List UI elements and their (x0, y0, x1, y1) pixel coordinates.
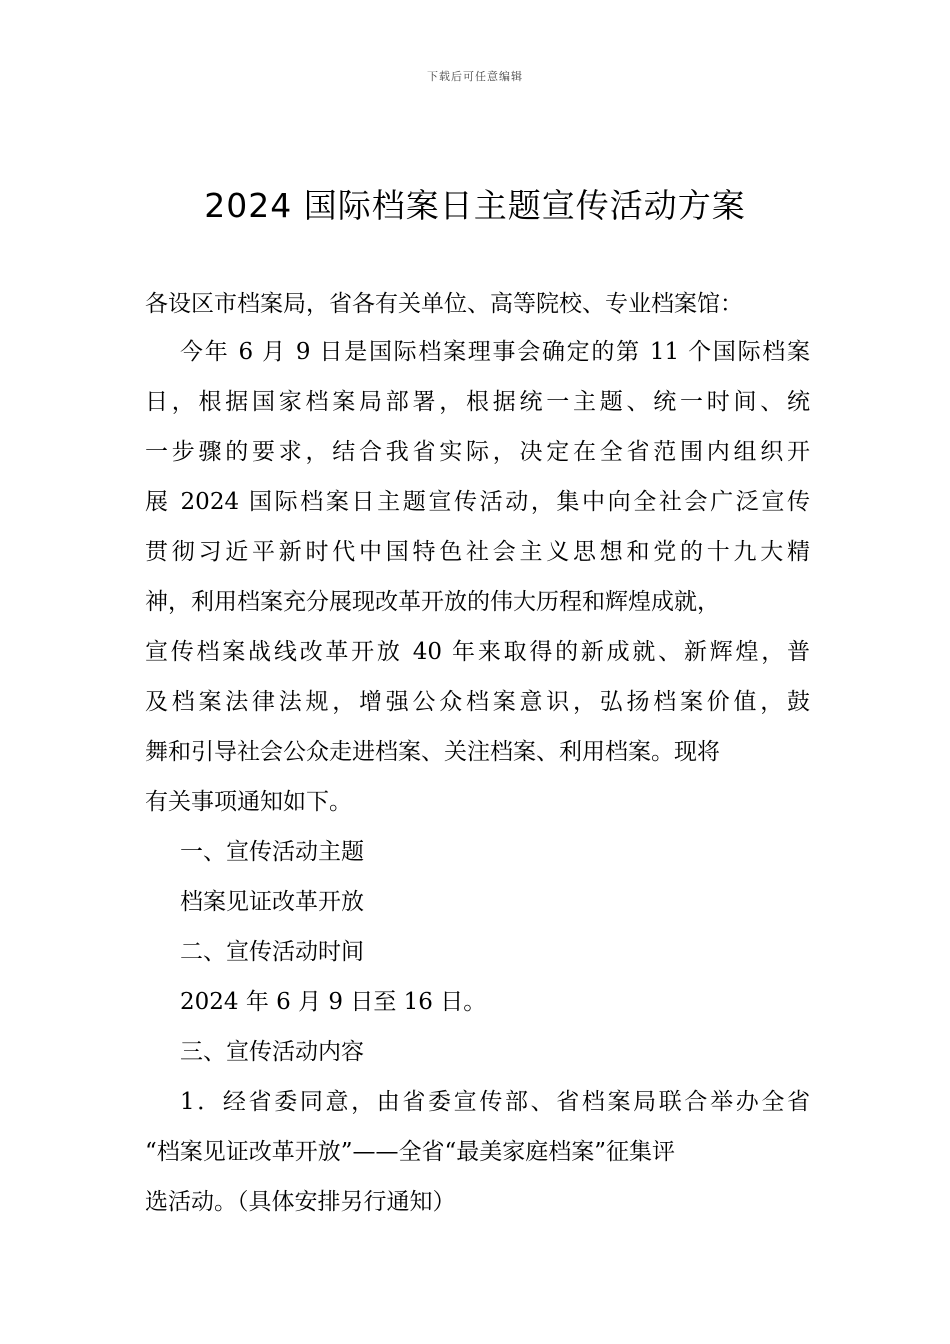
item-1-line: “档案见证改革开放”——全省“最美家庭档案”征集评 (145, 1139, 676, 1165)
theme-text: 档案见证改革开放 (180, 889, 364, 915)
salutation-block (145, 279, 810, 329)
intro-line: 日，根据国家档案局部署，根据统一主题、统一时间、统 (145, 389, 810, 415)
time-text: 2024 年 6 月 9 日至 16 日。 (180, 989, 487, 1015)
intro-line: 有关事项通知如下。 (145, 789, 352, 815)
document-title: 2024 国际档案日主题宣传活动方案 (204, 186, 746, 225)
section-heading-theme: 一、宣传活动主题 (180, 839, 364, 865)
intro-line: 一步骤的要求，结合我省实际，决定在全省范围内组织开 (145, 439, 810, 465)
document-body (145, 327, 810, 1227)
intro-line: 展 2024 国际档案日主题宣传活动，集中向全社会广泛宣传 (145, 489, 810, 515)
intro-line: 及档案法律法规，增强公众档案意识，弘扬档案价值，鼓 (145, 689, 810, 715)
intro-line: 今年 6 月 9 日是国际档案理事会确定的第 11 个国际档案 (180, 339, 810, 365)
section-heading-time: 二、宣传活动时间 (180, 939, 364, 965)
section-heading-content: 三、宣传活动内容 (180, 1039, 364, 1065)
header-note: 下载后可任意编辑 (427, 70, 523, 83)
intro-line: 神，利用档案充分展现改革开放的伟大历程和辉煌成就， (145, 589, 720, 615)
intro-line: 宣传档案战线改革开放 40 年来取得的新成就、新辉煌，普 (145, 639, 810, 665)
item-1-line: 1．经省委同意，由省委宣传部、省档案局联合举办全省 (180, 1089, 810, 1115)
intro-line: 舞和引导社会公众走进档案、关注档案、利用档案。现将 (145, 739, 720, 765)
salutation-line: 各设区市档案局，省各有关单位、高等院校、专业档案馆： (145, 291, 743, 317)
intro-line: 贯彻习近平新时代中国特色社会主义思想和党的十九大精 (145, 539, 810, 565)
item-1-line: 选活动。（具体安排另行通知） (145, 1189, 456, 1215)
